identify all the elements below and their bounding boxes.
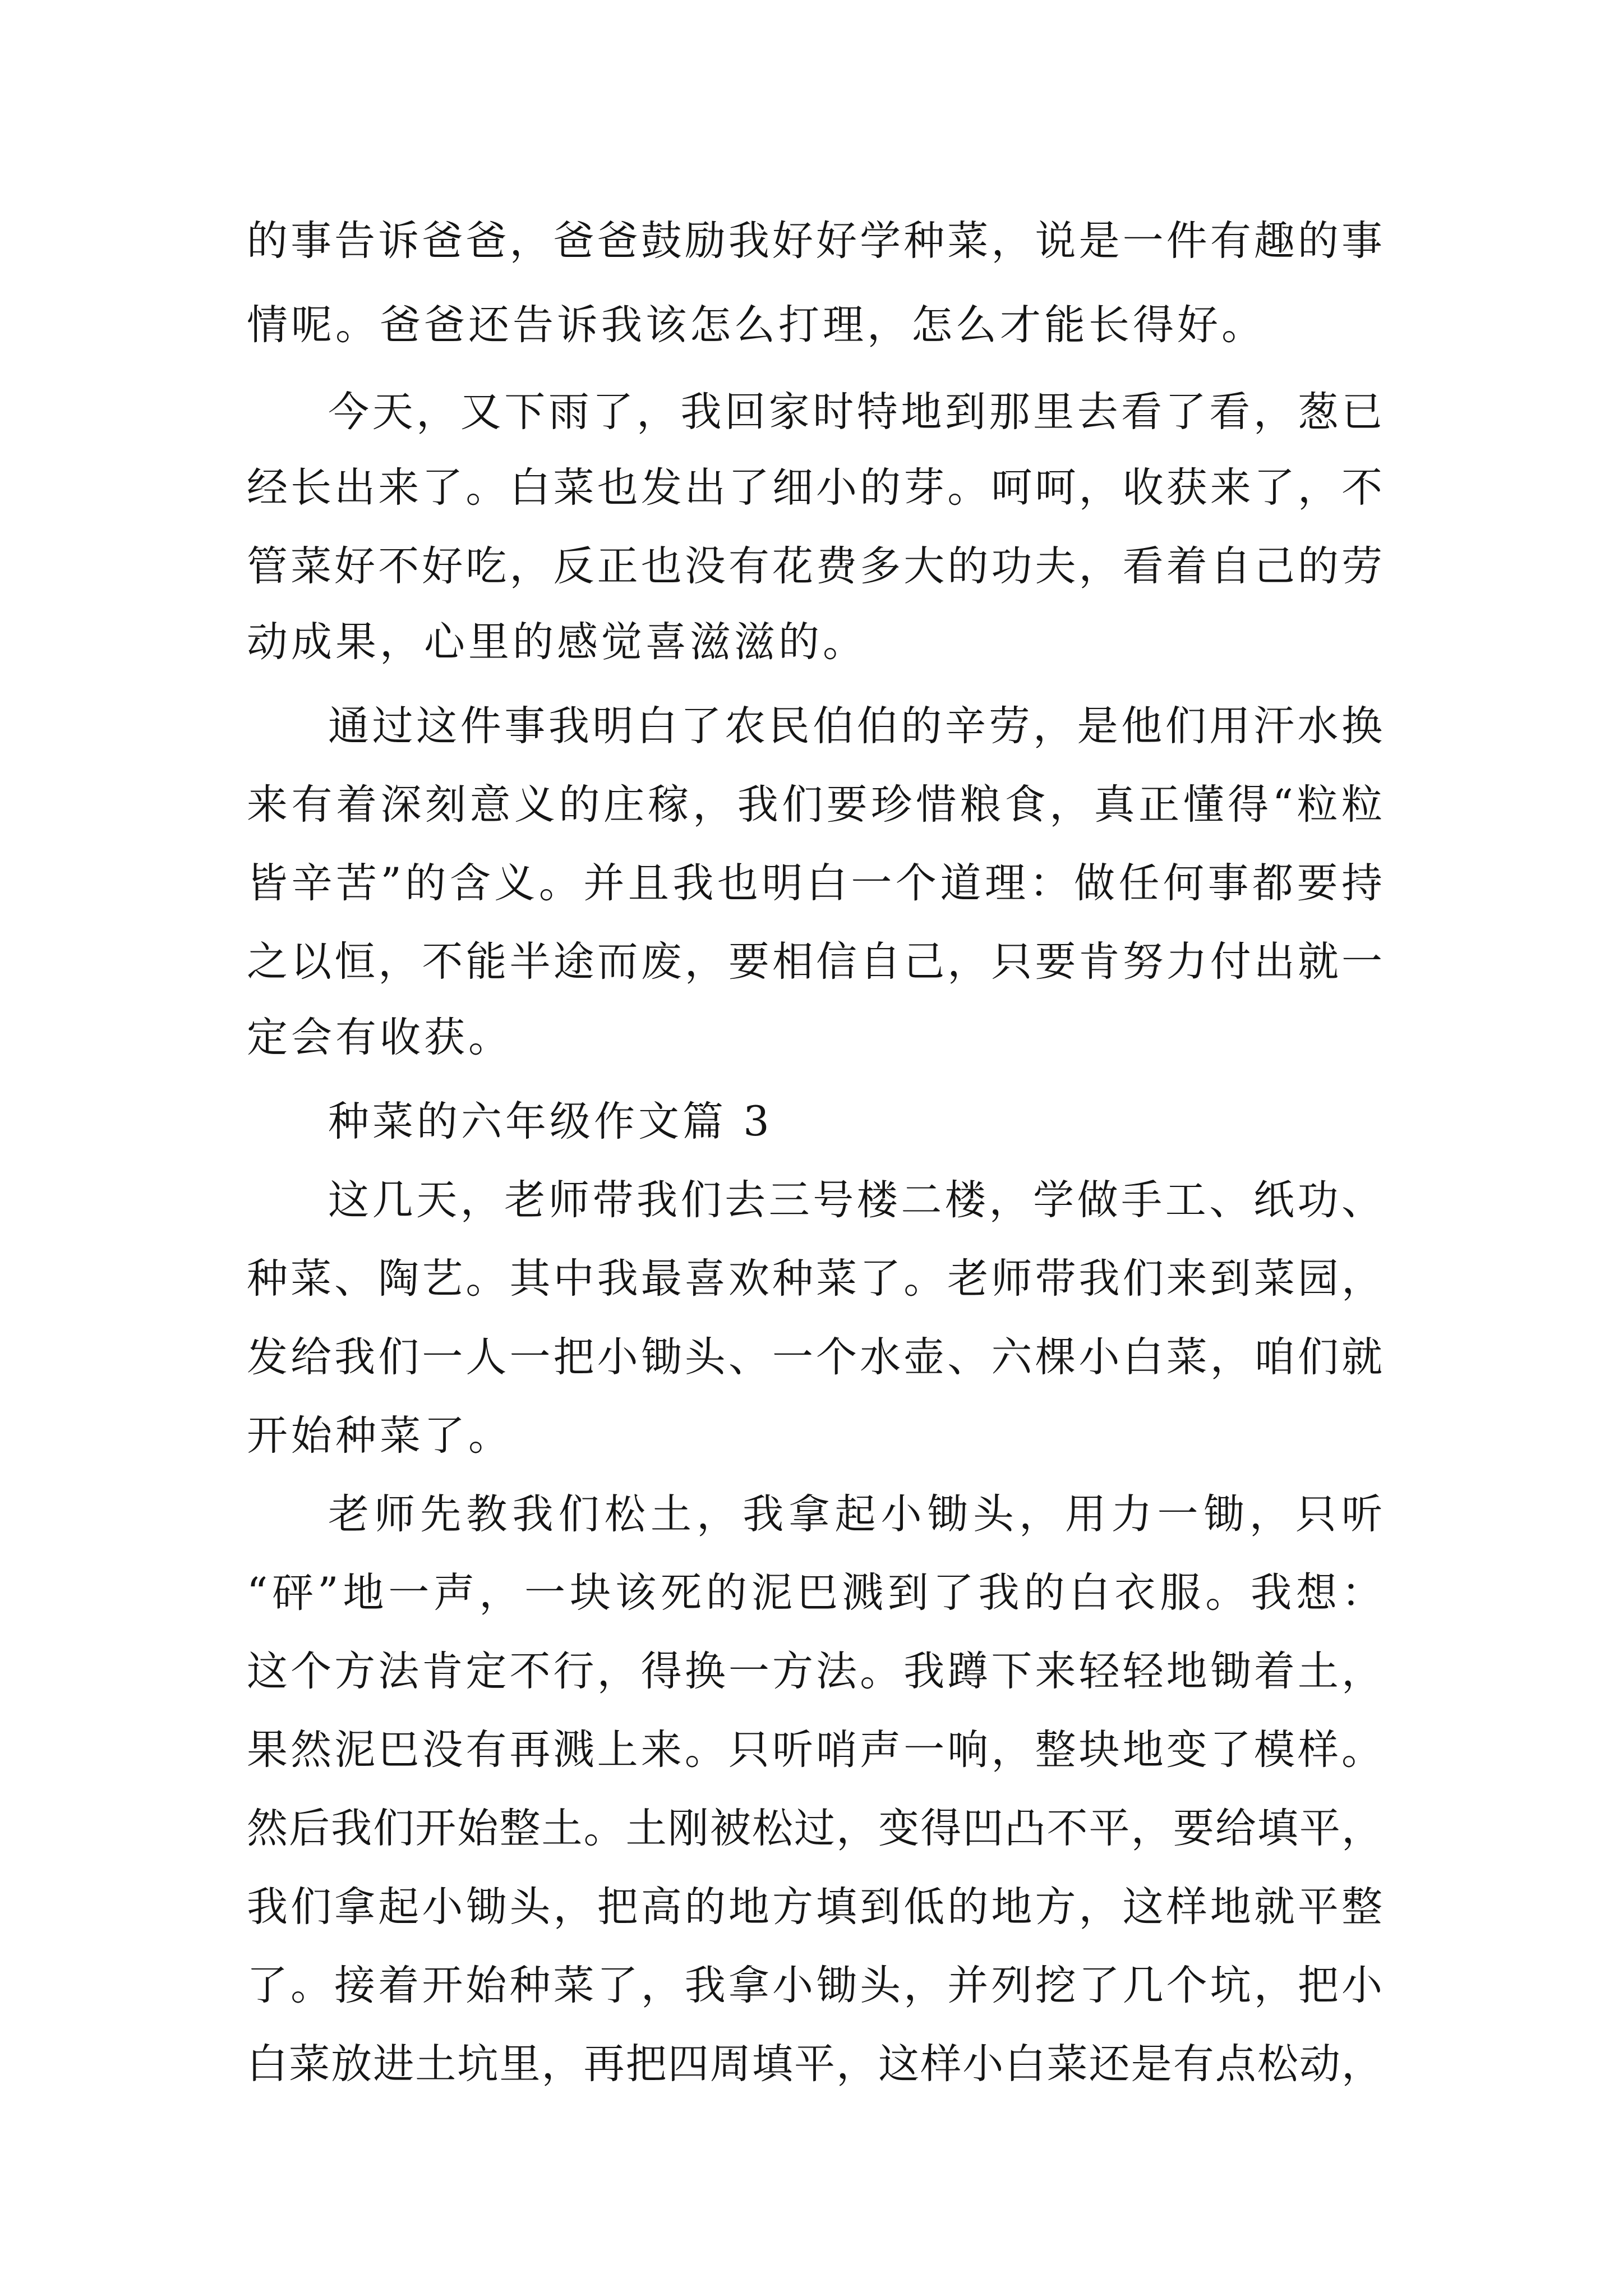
text-line: 通过这件事我明白了农民伯伯的辛劳，是他们用汗水换 [328, 702, 1386, 750]
text-line: 管菜好不好吃，反正也没有花费多大的功夫，看着自己的劳 [247, 542, 1386, 590]
text-line: 我们拿起小锄头，把高的地方填到低的地方，这样地就平整 [247, 1883, 1386, 1931]
text-line: 皆辛苦”的含义。并且我也明白一个道理：做任何事都要持 [247, 859, 1386, 907]
text-line: 经长出来了。白菜也发出了细小的芽。呵呵，收获来了，不 [247, 464, 1386, 512]
text-line: 了。接着开始种菜了，我拿小锄头，并列挖了几个坑，把小 [247, 1962, 1386, 2009]
text-line: “砰”地一声，一块该死的泥巴溅到了我的白衣服。我想： [247, 1569, 1387, 1617]
text-line: 这几天，老师带我们去三号楼二楼，学做手工、纸功、 [328, 1176, 1386, 1224]
text-line: 之以恒，不能半途而废，要相信自己，只要肯努力付出就一 [247, 938, 1386, 986]
text-line: 发给我们一人一把小锄头、一个水壶、六棵小白菜，咱们就 [247, 1333, 1386, 1381]
text-line: 然后我们开始整土。土刚被松过，变得凹凸不平，要给填平， [247, 1805, 1384, 1852]
text-line: 情呢。爸爸还告诉我该怎么打理，怎么才能长得好。 [247, 301, 1266, 349]
text-line: 开始种菜了。 [247, 1412, 513, 1460]
text-line: 白菜放进土坑里，再把四周填平，这样小白菜还是有点松动， [247, 2040, 1384, 2088]
text-line: 种菜、陶艺。其中我最喜欢种菜了。老师带我们来到菜园， [247, 1255, 1386, 1303]
text-line: 今天，又下雨了，我回家时特地到那里去看了看，葱已 [328, 388, 1386, 436]
text-line: 的事告诉爸爸，爸爸鼓励我好好学种菜，说是一件有趣的事 [247, 217, 1386, 265]
text-line: 定会有收获。 [247, 1014, 513, 1061]
text-line: 果然泥巴没有再溅上来。只听哨声一响，整块地变了模样。 [247, 1726, 1386, 1774]
text-line: 老师先教我们松土，我拿起小锄头，用力一锄，只听 [328, 1490, 1388, 1538]
section-heading: 种菜的六年级作文篇 3 [328, 1098, 773, 1145]
text-line: 这个方法肯定不行，得换一方法。我蹲下来轻轻地锄着土， [247, 1648, 1386, 1695]
text-line: 动成果，心里的感觉喜滋滋的。 [247, 618, 867, 666]
text-line: 来有着深刻意义的庄稼，我们要珍惜粮食，真正懂得“粒粒 [247, 781, 1386, 829]
